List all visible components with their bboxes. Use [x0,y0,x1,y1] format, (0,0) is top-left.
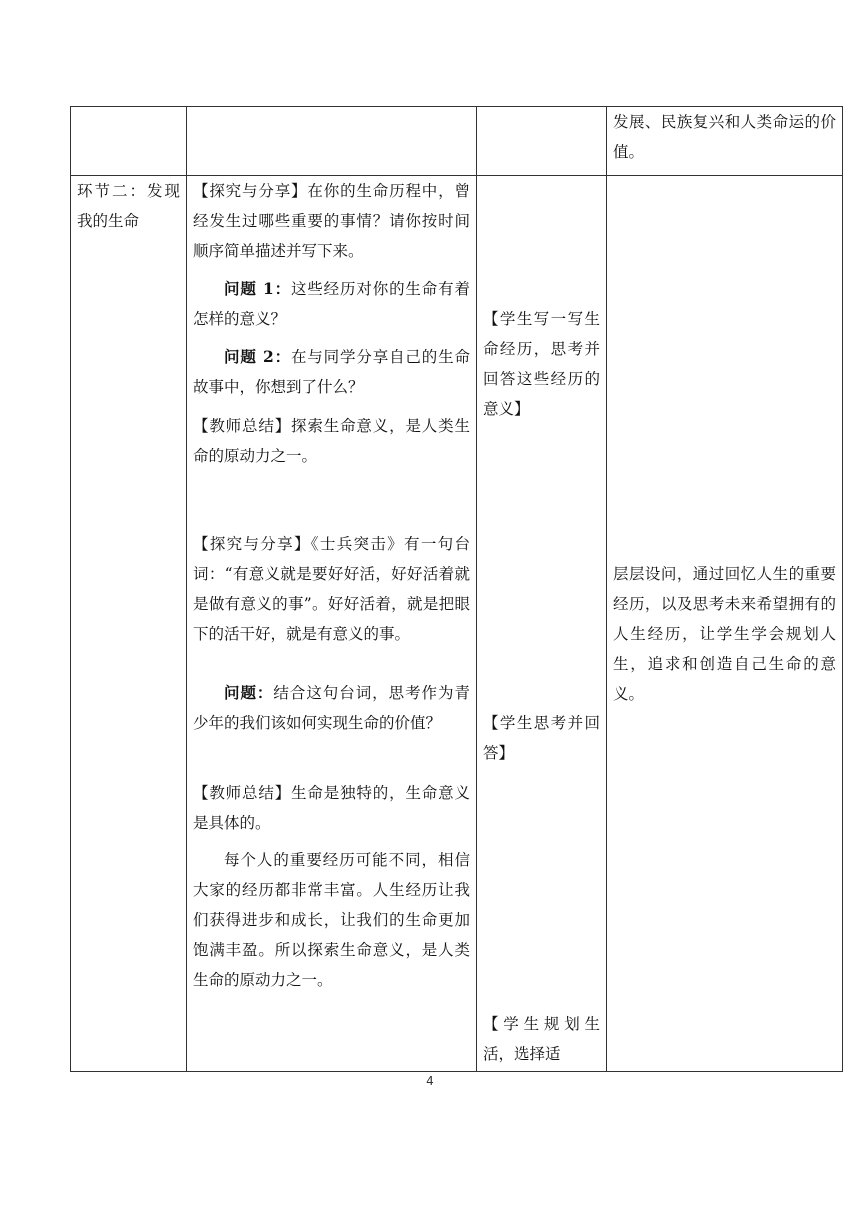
question-3 [193,678,470,738]
closing-paragraph: 每个人的重要经历可能不同，相信大家的经历都非常丰富。人生经历让我们获得进步和成长，让我们的生命更加饱满丰盈。所以探索生命意义，是人类生命的原动力之一。 [193,851,470,989]
explore-share-paragraph-1: 【探究与分享】在你的生命历程中，曾经发生过哪些重要的事情？请你按时间顺序简单描述并写下来。 [193,182,470,260]
student-activity-2: 【学生思考并回答】 [483,714,600,762]
question-2 [193,342,470,402]
question-1-text: 这些经历对你的生命有着怎样的意义？ [193,280,470,328]
student-activity-cell [477,176,607,1072]
activity-cell-empty [187,107,477,176]
design-intent-cell [607,176,843,1072]
student-cell-empty [477,107,607,176]
student-activity-3: 【学生规划生活，选择适 [483,1015,600,1063]
question-2-text: 在与同学分享自己的生命故事中，你想到了什么？ [193,348,470,396]
question-2-label: 问题 2： [224,347,291,366]
page-number: 4 [426,1074,434,1088]
teacher-summary-1: 【教师总结】探索生命意义，是人类生命的原动力之一。 [193,417,470,465]
teacher-summary-2: 【教师总结】生命是独特的，生命意义是具体的。 [193,784,470,832]
stage-cell [71,176,187,1072]
student-activity-1: 【学生写一写生命经历，思考并回答这些经历的意义】 [483,310,600,418]
activity-cell [187,176,477,1072]
question-3-label: 问题： [224,683,274,702]
design-intent-cell-top [607,107,843,176]
lesson-plan-table [70,106,843,1072]
lesson-plan-sheet [70,106,836,1071]
question-1-label: 问题 1： [224,279,291,298]
question-3-text: 结合这句台词，思考作为青少年的我们该如何实现生命的价值？ [193,684,470,732]
stage-label: 环节二：发现我的生命 [77,182,180,230]
question-1 [193,274,470,334]
table-row [71,107,843,176]
table-row [71,176,843,1072]
stage-cell-empty [71,107,187,176]
design-intent: 层层设问，通过回忆人生的重要经历，以及思考未来希望拥有的人生经历，让学生学会规划人生，追求和创造自己生命的意义。 [613,565,836,703]
design-intent-continued: 发展、民族复兴和人类命运的价值。 [613,113,836,161]
explore-share-paragraph-2: 【探究与分享】《士兵突击》有一句台词：“有意义就是要好好活，好好活着就是做有意义的事”。好好活着，就是把眼下的活干好，就是有意义的事。 [193,535,470,643]
